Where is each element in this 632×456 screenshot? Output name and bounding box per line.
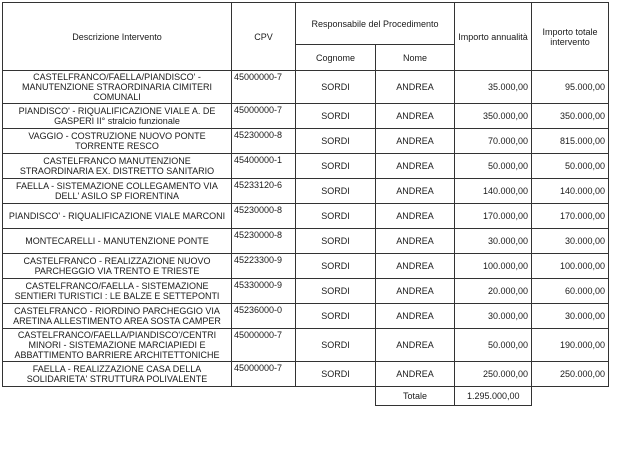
table-row — [3, 329, 609, 362]
cell-importo-annualita: 170.000,00 — [455, 204, 532, 229]
cell-importo-totale: 170.000,00 — [532, 204, 609, 229]
cell-importo-totale: 50.000,00 — [532, 154, 609, 179]
cell-descrizione: PIANDISCO' - RIQUALIFICAZIONE VIALE A. DE GASPERI II° stralcio funzionale — [3, 104, 232, 129]
header-row — [3, 3, 609, 45]
cell-importo-annualita: 30.000,00 — [455, 229, 532, 254]
cell-importo-totale: 100.000,00 — [532, 254, 609, 279]
cell-cpv: 45223300-9 — [232, 254, 296, 279]
cell-cognome: SORDI — [296, 104, 376, 129]
cell-importo-annualita: 30.000,00 — [455, 304, 532, 329]
cell-nome: ANDREA — [376, 362, 455, 387]
total-label: Totale — [376, 387, 455, 406]
cell-importo-annualita: 70.000,00 — [455, 129, 532, 154]
cell-cpv: 45330000-9 — [232, 279, 296, 304]
col-header-importo-totale: Importo totale intervento — [532, 3, 609, 71]
cell-importo-totale: 140.000,00 — [532, 179, 609, 204]
cell-cognome: SORDI — [296, 329, 376, 362]
cell-cpv: 45000000-7 — [232, 104, 296, 129]
table-row — [3, 154, 609, 179]
cell-importo-totale: 190.000,00 — [532, 329, 609, 362]
cell-cpv: 45000000-7 — [232, 362, 296, 387]
table-row — [3, 254, 609, 279]
cell-cpv: 45000000-7 — [232, 71, 296, 104]
col-header-responsabile: Responsabile del Procedimento — [296, 3, 455, 45]
cell-cognome: SORDI — [296, 362, 376, 387]
cell-descrizione: FAELLA - SISTEMAZIONE COLLEGAMENTO VIA DELL' ASILO SP FIORENTINA — [3, 179, 232, 204]
cell-importo-annualita: 140.000,00 — [455, 179, 532, 204]
cell-nome: ANDREA — [376, 179, 455, 204]
cell-descrizione: CASTELFRANCO - REALIZZAZIONE NUOVO PARCHEGGIO VIA TRENTO E TRIESTE — [3, 254, 232, 279]
total-value: 1.295.000,00 — [455, 387, 532, 406]
table-row — [3, 362, 609, 387]
table-row — [3, 104, 609, 129]
cell-nome: ANDREA — [376, 329, 455, 362]
cell-descrizione: VAGGIO - COSTRUZIONE NUOVO PONTE TORRENTE RESCO — [3, 129, 232, 154]
cell-importo-annualita: 100.000,00 — [455, 254, 532, 279]
col-header-nome: Nome — [376, 45, 455, 71]
table-body — [3, 71, 609, 387]
cell-descrizione: CASTELFRANCO/FAELLA - SISTEMAZIONE SENTIERI TURISTICI : LE BALZE E SETTEPONTI — [3, 279, 232, 304]
cell-descrizione: MONTECARELLI - MANUTENZIONE PONTE — [3, 229, 232, 254]
cell-importo-totale: 30.000,00 — [532, 229, 609, 254]
cell-nome: ANDREA — [376, 229, 455, 254]
cell-nome: ANDREA — [376, 104, 455, 129]
cell-importo-totale: 95.000,00 — [532, 71, 609, 104]
col-header-descrizione: Descrizione Intervento — [3, 3, 232, 71]
cell-cognome: SORDI — [296, 71, 376, 104]
cell-cognome: SORDI — [296, 154, 376, 179]
cell-importo-totale: 60.000,00 — [532, 279, 609, 304]
cell-cpv: 45230000-8 — [232, 229, 296, 254]
cell-cpv: 45233120-6 — [232, 179, 296, 204]
table-row — [3, 179, 609, 204]
cell-descrizione: FAELLA - REALIZZAZIONE CASA DELLA SOLIDARIETA' STRUTTURA POLIVALENTE — [3, 362, 232, 387]
cell-cognome: SORDI — [296, 229, 376, 254]
cell-descrizione: CASTELFRANCO/FAELLA/PIANDISCO'/CENTRI MINORI - SISTEMAZIONE MARCIAPIEDI E ABBATTIMENTO BARRIERE ARCHITETTONICHE — [3, 329, 232, 362]
total-row — [3, 387, 609, 406]
cell-importo-annualita: 50.000,00 — [455, 154, 532, 179]
table-row — [3, 279, 609, 304]
cell-nome: ANDREA — [376, 304, 455, 329]
cell-importo-annualita: 20.000,00 — [455, 279, 532, 304]
cell-nome: ANDREA — [376, 204, 455, 229]
cell-importo-annualita: 35.000,00 — [455, 71, 532, 104]
table-row — [3, 229, 609, 254]
table-row — [3, 71, 609, 104]
cell-nome: ANDREA — [376, 154, 455, 179]
cell-cognome: SORDI — [296, 254, 376, 279]
cell-nome: ANDREA — [376, 254, 455, 279]
col-header-importo-annualita: Importo annualità — [455, 3, 532, 71]
cell-cognome: SORDI — [296, 279, 376, 304]
cell-cpv: 45230000-8 — [232, 129, 296, 154]
cell-importo-totale: 30.000,00 — [532, 304, 609, 329]
cell-descrizione: CASTELFRANCO - RIORDINO PARCHEGGIO VIA ARETINA ALLESTIMENTO AREA SOSTA CAMPER — [3, 304, 232, 329]
cell-descrizione: CASTELFRANCO MANUTENZIONE STRAORDINARIA EX. DISTRETTO SANITARIO — [3, 154, 232, 179]
table-row — [3, 129, 609, 154]
col-header-cognome: Cognome — [296, 45, 376, 71]
cell-importo-annualita: 50.000,00 — [455, 329, 532, 362]
cell-cognome: SORDI — [296, 129, 376, 154]
cell-nome: ANDREA — [376, 279, 455, 304]
cell-cpv: 45400000-1 — [232, 154, 296, 179]
table-row — [3, 304, 609, 329]
cell-nome: ANDREA — [376, 71, 455, 104]
cell-nome: ANDREA — [376, 129, 455, 154]
interventions-table — [2, 2, 609, 406]
cell-cognome: SORDI — [296, 179, 376, 204]
cell-cognome: SORDI — [296, 204, 376, 229]
cell-importo-annualita: 250.000,00 — [455, 362, 532, 387]
cell-importo-totale: 815.000,00 — [532, 129, 609, 154]
cell-descrizione: CASTELFRANCO/FAELLA/PIANDISCO' - MANUTENZIONE STRAORDINARIA CIMITERI COMUNALI — [3, 71, 232, 104]
table-row — [3, 204, 609, 229]
cell-cpv: 45230000-8 — [232, 204, 296, 229]
col-header-cpv: CPV — [232, 3, 296, 71]
cell-cpv: 45236000-0 — [232, 304, 296, 329]
cell-cognome: SORDI — [296, 304, 376, 329]
cell-cpv: 45000000-7 — [232, 329, 296, 362]
cell-importo-totale: 250.000,00 — [532, 362, 609, 387]
cell-descrizione: PIANDISCO' - RIQUALIFICAZIONE VIALE MARCONI — [3, 204, 232, 229]
cell-importo-totale: 350.000,00 — [532, 104, 609, 129]
cell-importo-annualita: 350.000,00 — [455, 104, 532, 129]
